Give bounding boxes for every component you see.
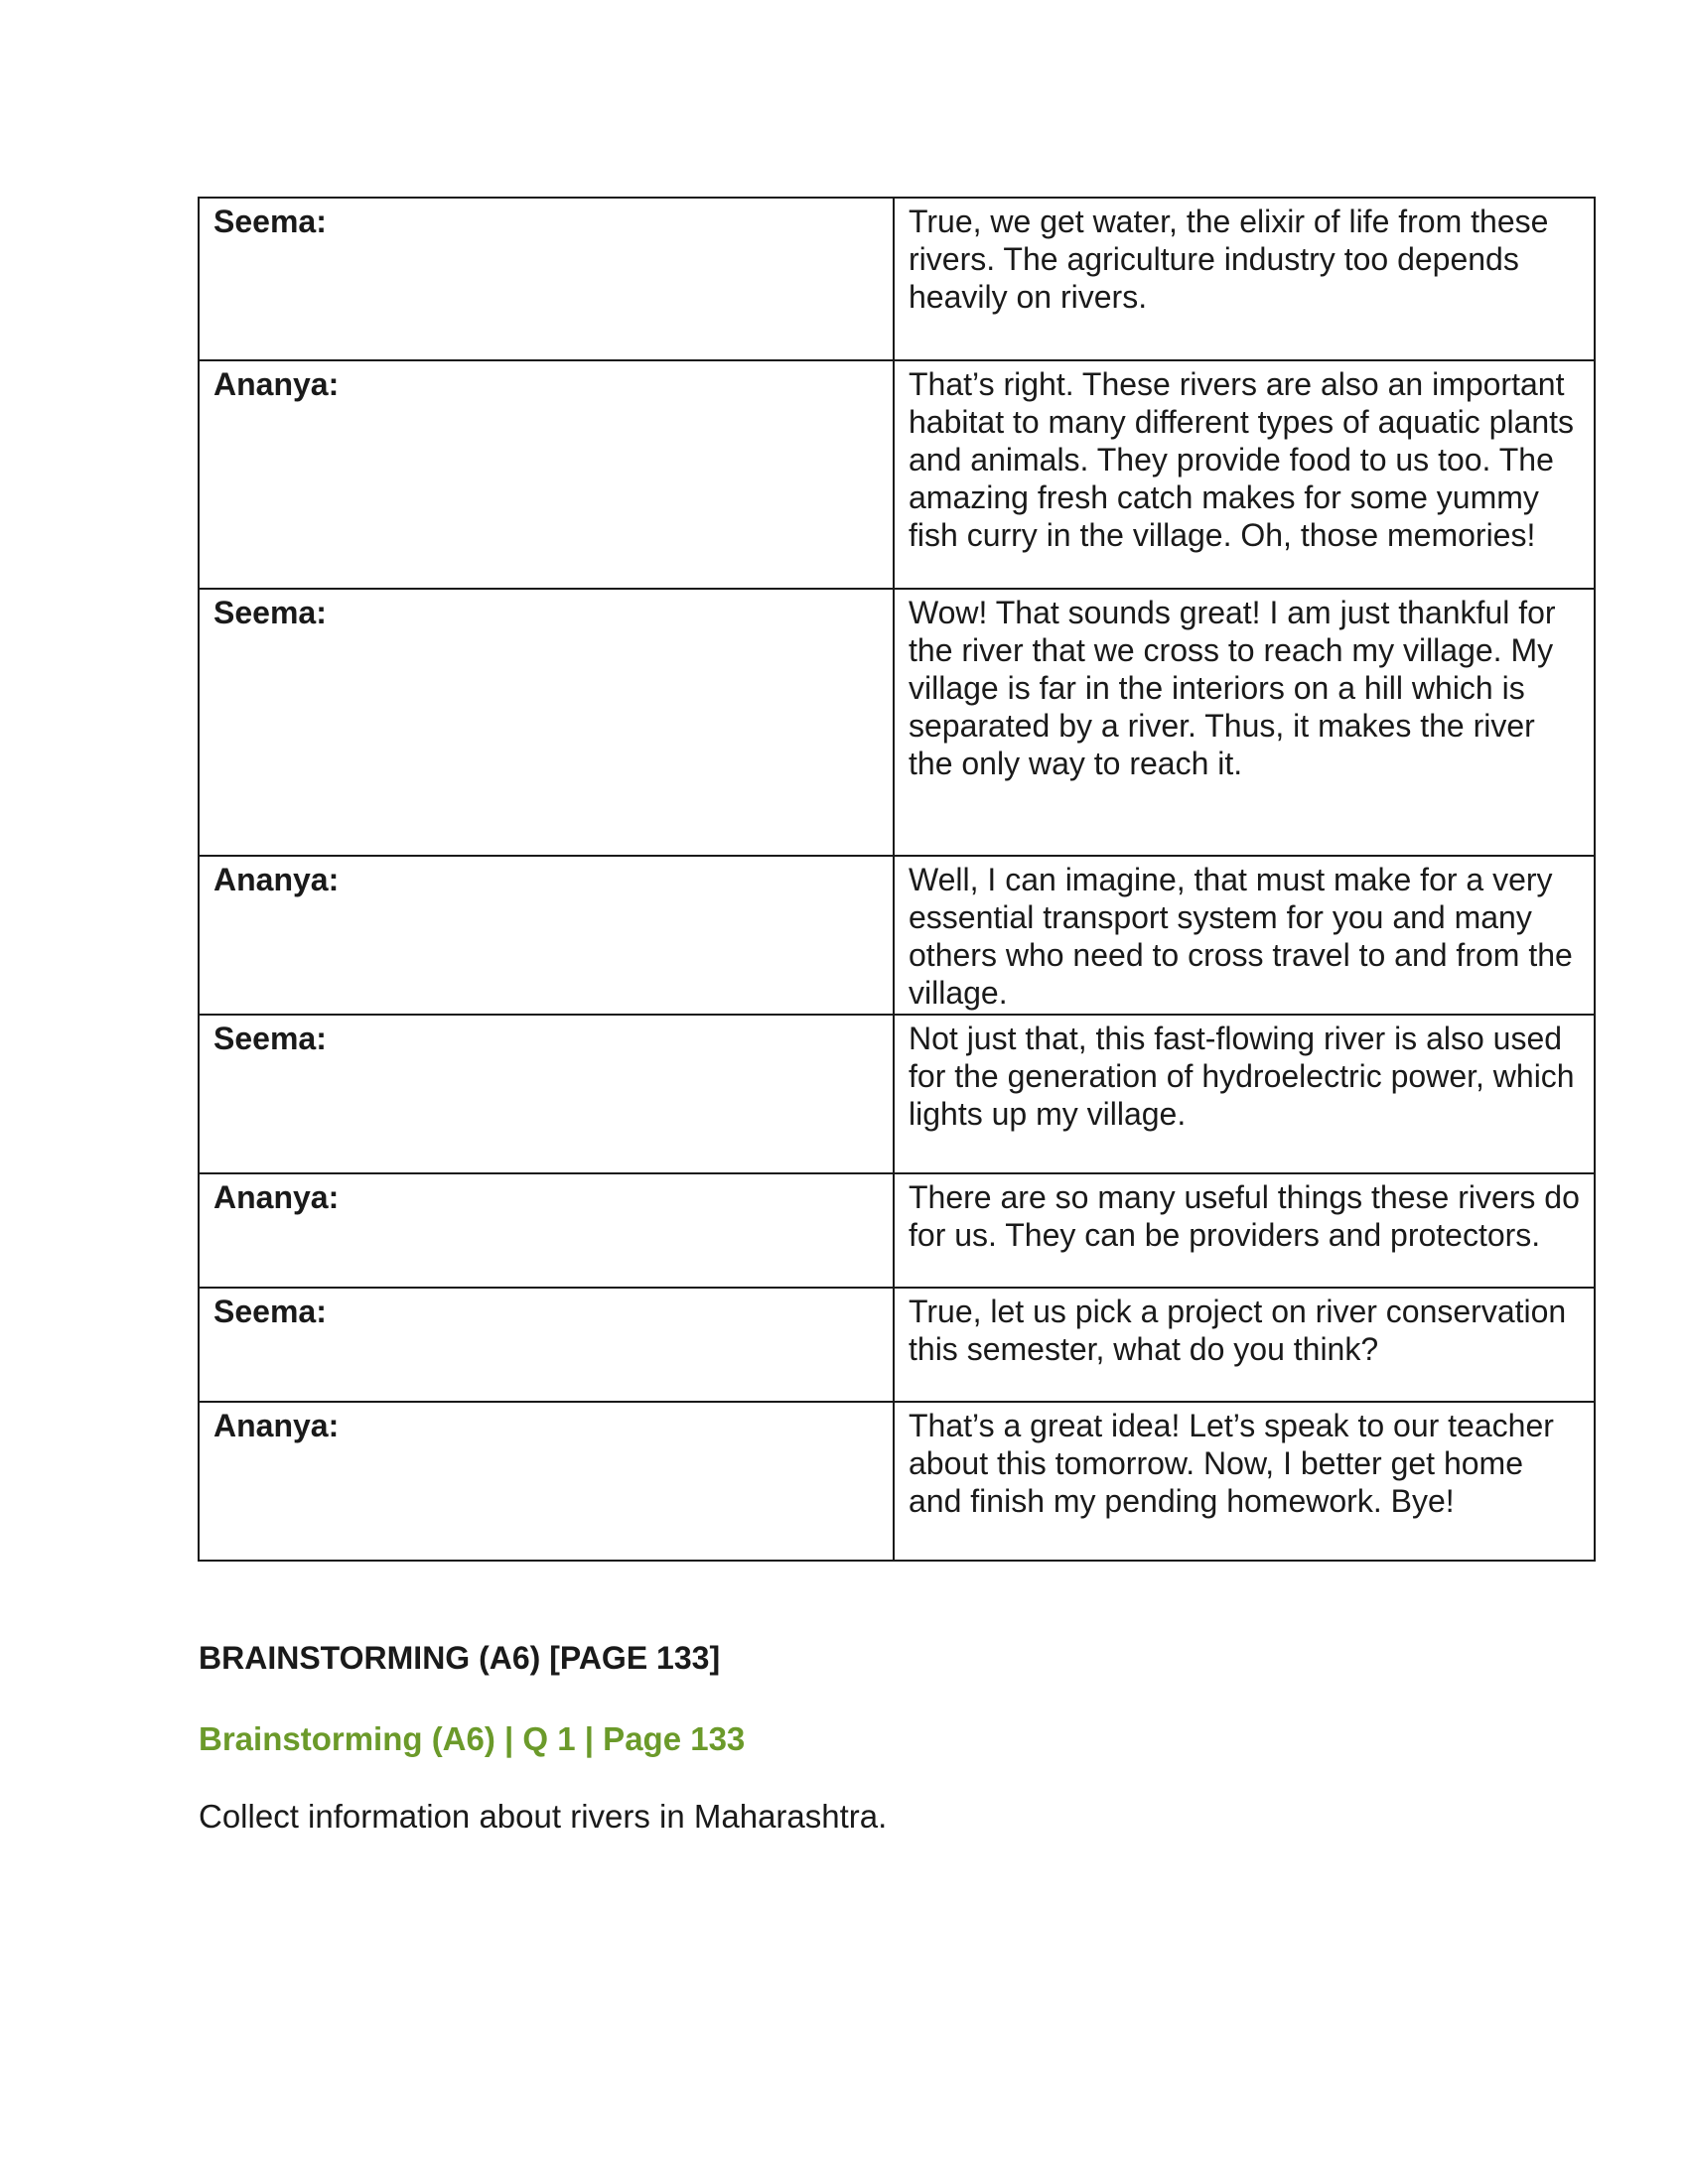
speaker-cell: Ananya: (199, 1402, 894, 1561)
table-row (199, 1288, 1595, 1402)
question-text: Collect information about rivers in Maharashtra. (199, 1798, 888, 1835)
speaker-cell: Ananya: (199, 1173, 894, 1288)
speaker-cell: Seema: (199, 1288, 894, 1402)
table-row (199, 589, 1595, 856)
table-row (199, 856, 1595, 1015)
dialogue-text-cell: That’s right. These rivers are also an important habitat to many different types of aquatic plants and animals. They provide food to us too. The amazing fresh catch makes for some yummy fish curry in the village. Oh, those memories! (894, 360, 1595, 589)
speaker-cell: Ananya: (199, 360, 894, 589)
table-row (199, 360, 1595, 589)
dialogue-text-cell: Wow! That sounds great! I am just thankful for the river that we cross to reach my village. My village is far in the interiors on a hill which is separated by a river. Thus, it makes the river the only way to reach it. (894, 589, 1595, 856)
section-heading: BRAINSTORMING (A6) [PAGE 133] (199, 1640, 721, 1676)
speaker-cell: Seema: (199, 589, 894, 856)
speaker-cell: Seema: (199, 198, 894, 360)
dialogue-text-cell: True, we get water, the elixir of life from these rivers. The agriculture industry too depends heavily on rivers. (894, 198, 1595, 360)
dialogue-text-cell: There are so many useful things these rivers do for us. They can be providers and protectors. (894, 1173, 1595, 1288)
speaker-cell: Ananya: (199, 856, 894, 1015)
table-row (199, 198, 1595, 360)
dialogue-text-cell: True, let us pick a project on river conservation this semester, what do you think? (894, 1288, 1595, 1402)
dialogue-table (198, 197, 1596, 1562)
dialogue-text-cell: Not just that, this fast-flowing river is also used for the generation of hydroelectric power, which lights up my village. (894, 1015, 1595, 1173)
table-row (199, 1173, 1595, 1288)
question-link[interactable]: Brainstorming (A6) | Q 1 | Page 133 (199, 1720, 746, 1757)
table-row (199, 1402, 1595, 1561)
dialogue-text-cell: Well, I can imagine, that must make for a very essential transport system for you and many others who need to cross travel to and from the village. (894, 856, 1595, 1015)
dialogue-text-cell: That’s a great idea! Let’s speak to our teacher about this tomorrow. Now, I better get home and finish my pending homework. Bye! (894, 1402, 1595, 1561)
table-row (199, 1015, 1595, 1173)
speaker-cell: Seema: (199, 1015, 894, 1173)
dialogue-body (199, 198, 1595, 1561)
